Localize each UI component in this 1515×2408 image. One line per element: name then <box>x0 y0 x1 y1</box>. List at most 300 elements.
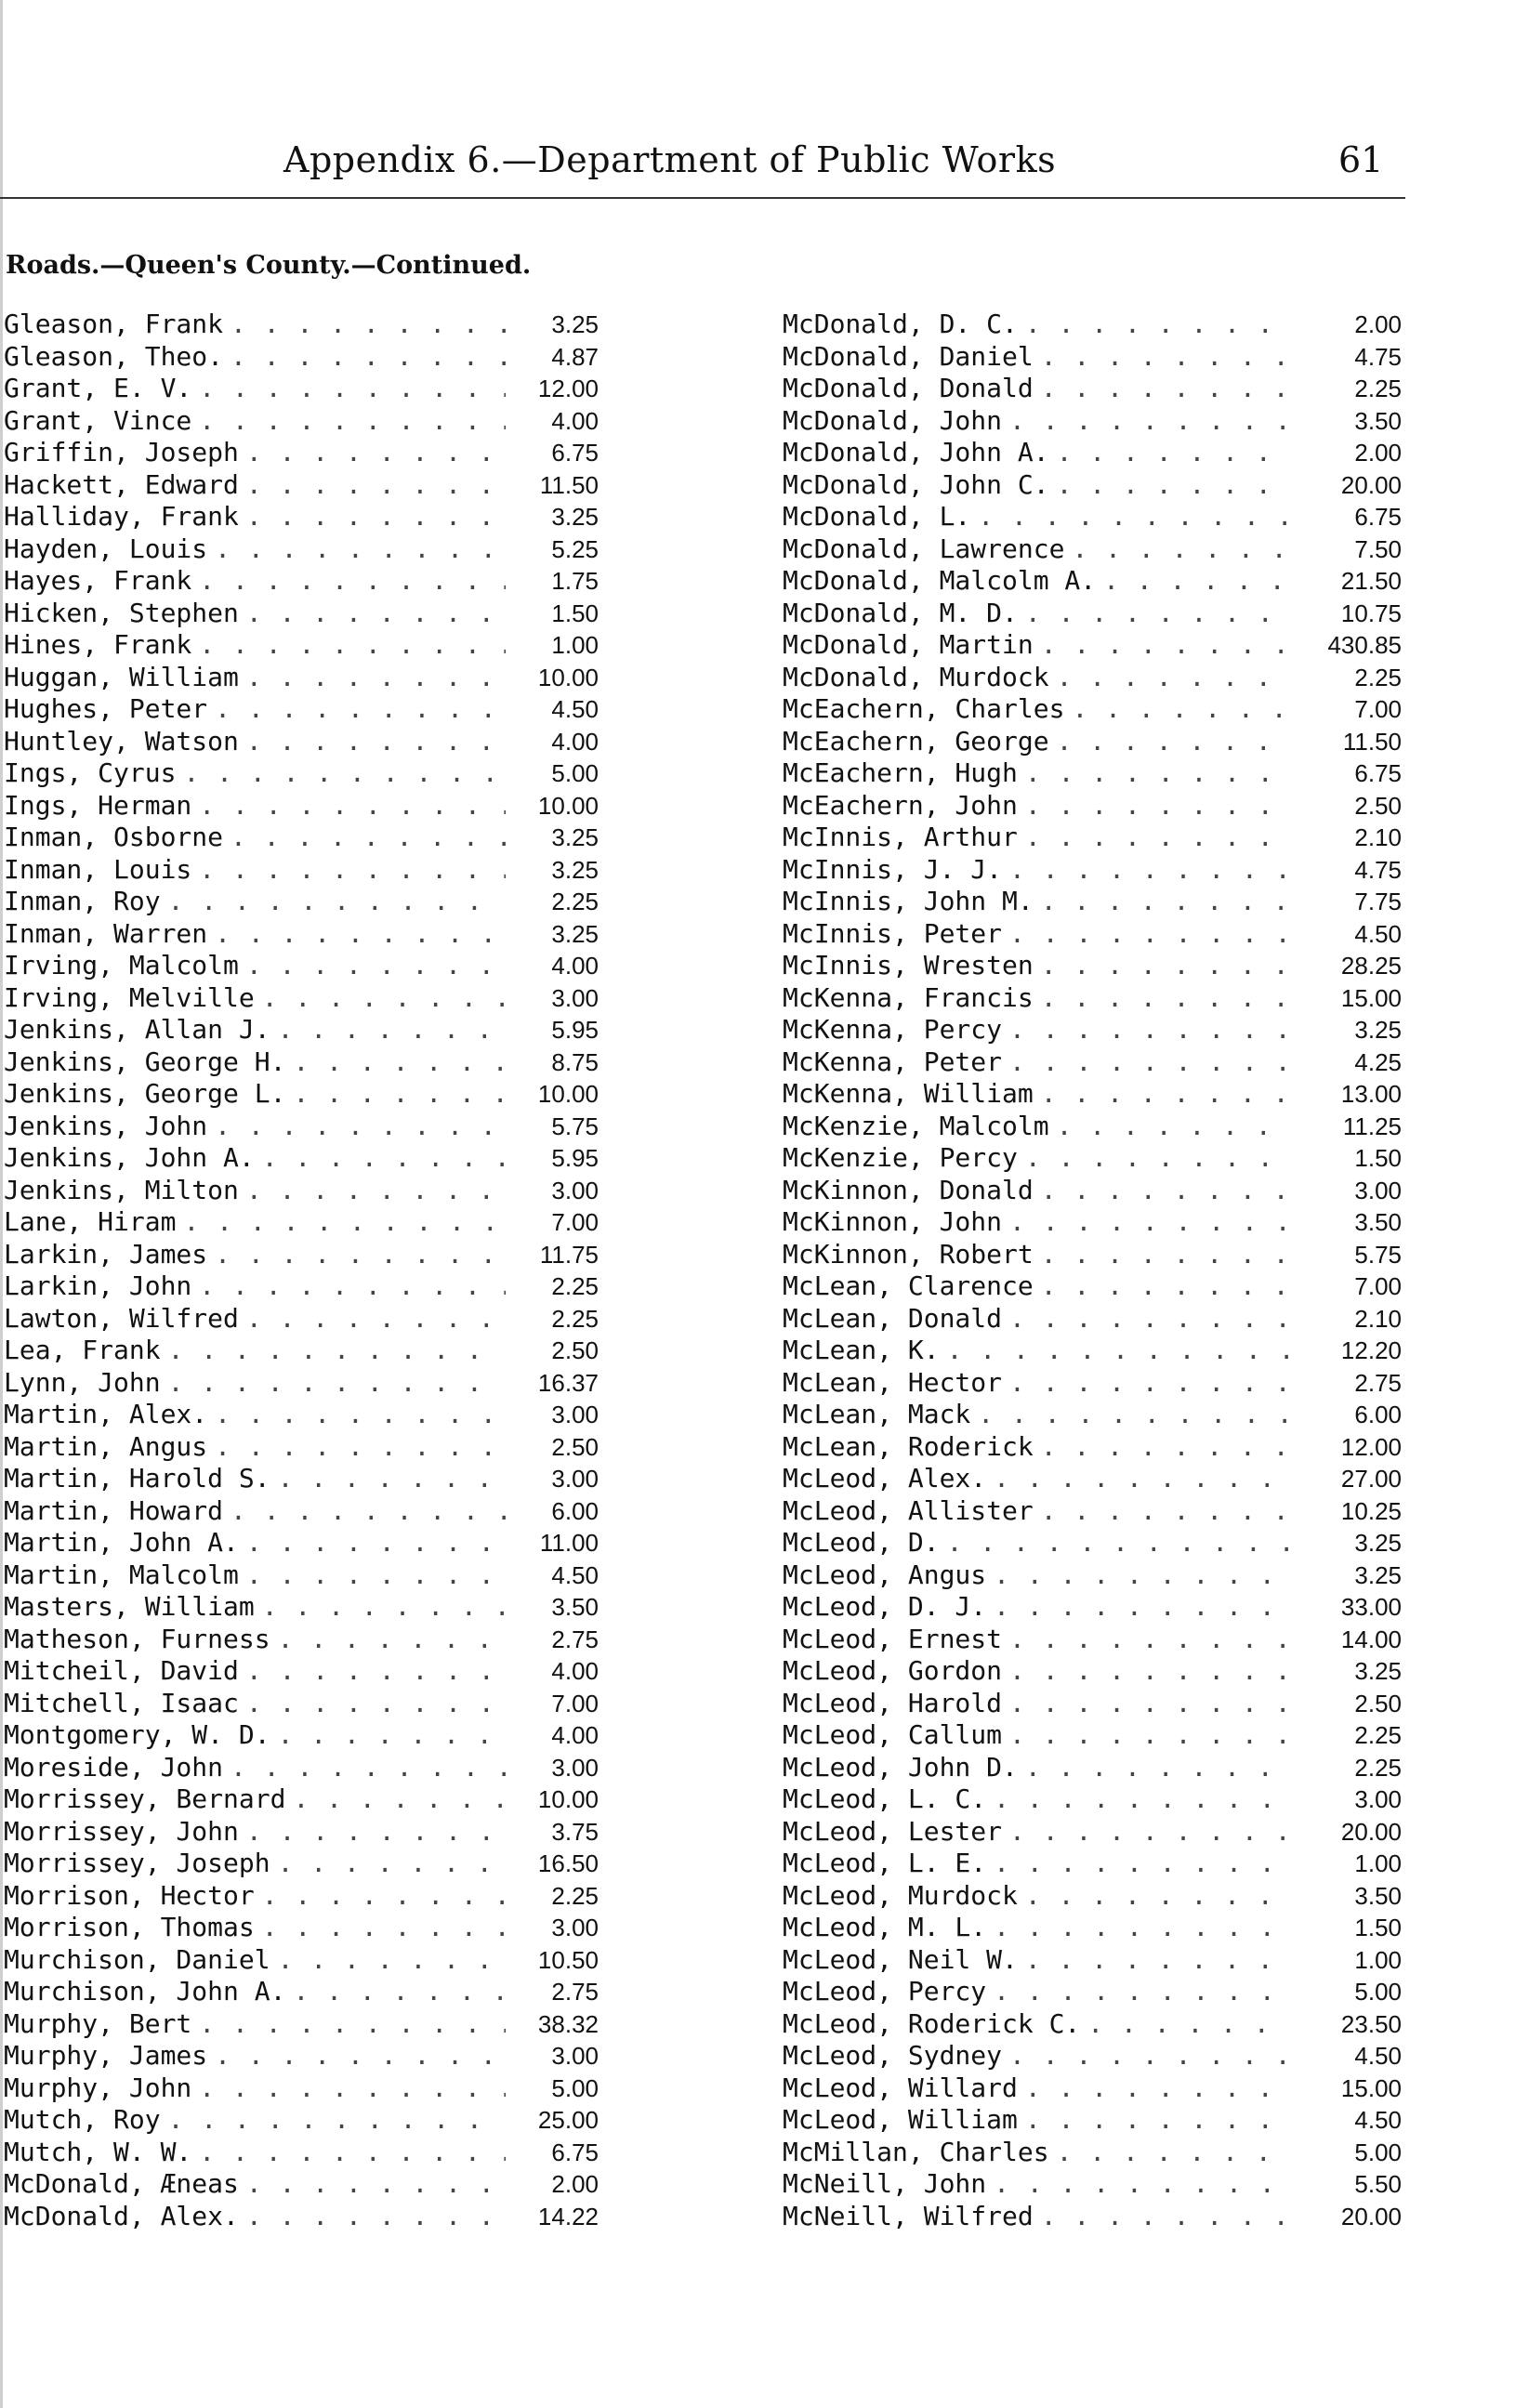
entry-amount: 2.50 <box>1354 1689 1402 1717</box>
dot-leader <box>947 1527 1292 1558</box>
list-item <box>4 757 599 790</box>
entry-amount: 11.50 <box>1342 727 1402 756</box>
list-item <box>783 405 1402 438</box>
entry-name: Moreside, John <box>4 1751 224 1783</box>
entry-amount: 13.00 <box>1340 1080 1402 1108</box>
list-item <box>783 1270 1402 1303</box>
dot-leader <box>231 341 506 372</box>
entry-amount: 6.75 <box>1354 503 1402 531</box>
entry-name: McLeod, William <box>783 2104 1018 2135</box>
entry-name: McLeod, Ernest <box>783 1623 1003 1654</box>
entry-name: Matheson, Furness <box>4 1623 270 1654</box>
entry-amount: 2.25 <box>551 1304 599 1333</box>
entry-name: Lane, Hiram <box>4 1206 177 1237</box>
list-item <box>783 2201 1402 2233</box>
entry-name: McKinnon, Robert <box>783 1238 1034 1270</box>
entry-amount: 4.00 <box>551 406 599 435</box>
list-item <box>4 2008 599 2041</box>
list-item <box>783 1303 1402 1336</box>
entry-name: McInnis, J. J. <box>783 853 1003 885</box>
entry-amount: 3.25 <box>551 310 599 338</box>
entry-name: McInnis, Peter <box>783 917 1003 949</box>
dot-leader <box>246 437 506 467</box>
entry-amount: 14.00 <box>1340 1625 1402 1653</box>
entry-amount: 8.75 <box>551 1047 599 1076</box>
dot-leader <box>994 1463 1292 1493</box>
dot-leader <box>246 2201 506 2231</box>
entry-amount: 5.00 <box>551 2073 599 2102</box>
list-item <box>783 1014 1402 1046</box>
dot-leader <box>1041 886 1292 916</box>
entry-amount: 11.00 <box>539 1529 599 1557</box>
list-item <box>4 1559 599 1592</box>
dot-leader <box>1025 2072 1292 2103</box>
dot-leader <box>1041 982 1292 1013</box>
dot-leader <box>199 1270 506 1301</box>
entry-name: Martin, Angus <box>4 1430 208 1462</box>
entry-name: Jenkins, Allan J. <box>4 1014 270 1045</box>
entry-amount: 6.75 <box>551 2138 599 2166</box>
entry-name: McKenzie, Percy <box>783 1142 1018 1173</box>
entry-name: McDonald, M. D. <box>783 597 1018 628</box>
entry-name: McLeod, Alex. <box>783 1463 987 1493</box>
entry-amount: 2.25 <box>551 1881 599 1910</box>
entry-name: McEachern, George <box>783 725 1049 757</box>
entry-name: McLeod, Callum <box>783 1719 1003 1750</box>
entry-amount: 15.00 <box>1340 2073 1402 2102</box>
dot-leader <box>278 1624 506 1654</box>
dot-leader <box>246 1559 506 1590</box>
page-number: 61 <box>1338 139 1384 180</box>
entry-amount: 3.00 <box>551 1401 599 1428</box>
dot-leader <box>1009 2040 1292 2071</box>
dot-leader <box>1057 2137 1292 2167</box>
entry-amount: 4.50 <box>1354 2042 1402 2070</box>
dot-leader <box>246 1303 506 1334</box>
entry-amount: 6.00 <box>1354 1401 1402 1428</box>
dot-leader <box>978 1399 1292 1429</box>
entry-name: McLeod, Lester <box>783 1815 1003 1847</box>
entry-amount: 21.50 <box>1340 567 1402 595</box>
dot-leader <box>246 950 506 980</box>
entry-amount: 5.95 <box>551 1016 599 1044</box>
list-item <box>4 533 599 566</box>
dot-leader <box>994 1848 1292 1878</box>
dot-leader <box>293 1046 506 1077</box>
list-item <box>4 918 599 951</box>
dot-leader <box>1041 950 1292 980</box>
dot-leader <box>199 854 506 885</box>
list-item <box>4 1111 599 1143</box>
entry-name: Morrison, Thomas <box>4 1912 255 1942</box>
dot-leader <box>1041 1078 1292 1109</box>
entry-amount: 5.95 <box>551 1144 599 1172</box>
dot-leader <box>978 501 1292 532</box>
entry-amount: 7.75 <box>1354 888 1402 915</box>
entry-name: McKenna, Percy <box>783 1014 1003 1045</box>
entry-name: McLeod, Murdock <box>783 1879 1018 1911</box>
entry-amount: 4.00 <box>551 1657 599 1685</box>
section-title: Roads.—Queen's County.—Continued. <box>6 251 532 280</box>
entry-name: McLeod, Angus <box>783 1559 987 1590</box>
dot-leader <box>1072 533 1292 564</box>
entry-amount: 4.50 <box>1354 2106 1402 2134</box>
dot-leader <box>1025 2104 1292 2135</box>
list-item <box>783 1111 1402 1143</box>
list-item <box>4 1046 599 1079</box>
list-item <box>783 1527 1402 1559</box>
entry-name: Gleason, Theo. <box>4 340 224 372</box>
entry-name: McEachern, John <box>783 789 1018 821</box>
entry-amount: 3.00 <box>551 1176 599 1204</box>
list-item <box>783 982 1402 1015</box>
entry-amount: 11.75 <box>539 1240 599 1269</box>
entry-name: McDonald, Malcolm A. <box>783 565 1097 596</box>
list-item <box>4 790 599 822</box>
dot-leader <box>1025 1142 1292 1173</box>
entry-name: McLeod, D. J. <box>783 1591 987 1622</box>
dot-leader <box>246 1175 506 1205</box>
entry-amount: 3.50 <box>551 1593 599 1621</box>
entry-amount: 4.00 <box>551 952 599 980</box>
list-item <box>783 2072 1402 2105</box>
list-item <box>4 2104 599 2137</box>
entry-amount: 3.25 <box>1354 1560 1402 1589</box>
entry-name: McLeod, Allister <box>783 1494 1034 1526</box>
dot-leader <box>246 1527 506 1558</box>
dot-leader <box>262 1880 506 1911</box>
list-item <box>4 822 599 854</box>
entry-amount: 4.87 <box>551 342 599 371</box>
list-item <box>783 1688 1402 1720</box>
list-item <box>4 1527 599 1559</box>
entry-name: McLeod, D. <box>783 1527 940 1558</box>
dot-leader <box>278 1463 506 1493</box>
entry-name: McNeill, Wilfred <box>783 2200 1034 2231</box>
list-item <box>783 662 1402 694</box>
entry-amount: 6.00 <box>551 1496 599 1525</box>
entry-amount: 11.25 <box>1342 1112 1402 1140</box>
entry-amount: 3.00 <box>551 983 599 1012</box>
entry-name: Murchison, Daniel <box>4 1943 270 1975</box>
entry-name: Mitchell, Isaac <box>4 1687 239 1718</box>
list-item <box>4 1078 599 1111</box>
list-item <box>4 598 599 630</box>
list-item <box>783 1816 1402 1849</box>
entry-amount: 4.50 <box>551 695 599 723</box>
entry-amount: 5.50 <box>1354 2170 1402 2198</box>
dot-leader <box>231 1752 506 1783</box>
entry-amount: 4.00 <box>551 727 599 756</box>
dot-leader <box>1025 309 1292 339</box>
entry-amount: 1.75 <box>551 567 599 595</box>
list-item <box>783 854 1402 887</box>
entry-amount: 3.00 <box>551 1914 599 1941</box>
entry-name: McDonald, Alex. <box>4 2200 239 2231</box>
dot-leader <box>183 757 506 788</box>
dot-leader <box>293 1976 506 2007</box>
entry-amount: 1.50 <box>1354 1914 1402 1941</box>
entry-amount: 3.25 <box>551 823 599 851</box>
page-title: Appendix 6.—Department of Public Works <box>283 139 1057 180</box>
entry-name: McDonald, Murdock <box>783 661 1049 692</box>
entry-name: McDonald, Æneas <box>4 2168 239 2199</box>
list-item <box>4 1783 599 1816</box>
entry-amount: 1.50 <box>551 599 599 627</box>
list-item <box>783 1655 1402 1688</box>
dot-leader <box>1057 662 1292 692</box>
list-item <box>4 629 599 662</box>
dot-leader <box>199 2137 506 2167</box>
list-item <box>783 2104 1402 2137</box>
list-item <box>4 373 599 405</box>
list-item <box>4 565 599 598</box>
dot-leader <box>1009 1816 1292 1847</box>
list-item <box>783 1367 1402 1400</box>
entry-name: Jenkins, Milton <box>4 1174 239 1205</box>
dot-leader <box>215 2040 506 2071</box>
list-item <box>783 1880 1402 1913</box>
entry-name: Morrison, Hector <box>4 1879 255 1911</box>
entry-amount: 2.50 <box>551 1432 599 1461</box>
entry-name: Jenkins, John <box>4 1110 208 1141</box>
dot-leader <box>1025 1752 1292 1783</box>
entry-name: McDonald, John <box>783 404 1003 436</box>
entry-amount: 7.00 <box>551 1208 599 1236</box>
dot-leader <box>215 1239 506 1270</box>
list-item <box>783 918 1402 951</box>
entry-amount: 4.75 <box>1354 342 1402 371</box>
entry-amount: 16.37 <box>537 1368 599 1397</box>
entry-name: Hughes, Peter <box>4 693 208 724</box>
dot-leader <box>1009 405 1292 436</box>
entry-amount: 2.25 <box>1354 663 1402 691</box>
entry-amount: 12.00 <box>1340 1432 1402 1461</box>
entry-amount: 3.00 <box>551 1753 599 1782</box>
list-item <box>783 950 1402 982</box>
entry-amount: 3.25 <box>551 503 599 531</box>
dot-leader <box>278 1014 506 1045</box>
list-item <box>4 2201 599 2233</box>
list-item <box>4 1816 599 1849</box>
dot-leader <box>246 726 506 757</box>
dot-leader <box>262 1912 506 1942</box>
list-item <box>783 2008 1402 2041</box>
entry-amount: 14.22 <box>537 2202 599 2230</box>
dot-leader <box>231 822 506 852</box>
entry-amount: 10.25 <box>1340 1496 1402 1525</box>
list-item <box>783 2040 1402 2072</box>
entry-name: McLean, Roderick <box>783 1430 1034 1462</box>
entry-name: Inman, Louis <box>4 853 192 885</box>
dot-leader <box>262 982 506 1013</box>
entry-amount: 3.25 <box>1354 1016 1402 1044</box>
entry-name: Murphy, John <box>4 2072 192 2103</box>
entry-amount: 10.00 <box>537 791 599 820</box>
list-item <box>4 437 599 469</box>
dot-leader <box>1041 1431 1292 1462</box>
dot-leader <box>278 1944 506 1975</box>
list-item <box>783 1719 1402 1752</box>
dot-leader <box>1025 822 1292 852</box>
entry-amount: 3.50 <box>1354 1881 1402 1910</box>
list-item <box>4 726 599 758</box>
entry-name: McMillan, Charles <box>783 2136 1049 2167</box>
entry-name: Montgomery, W. D. <box>4 1719 270 1750</box>
dot-leader <box>215 533 506 564</box>
dot-leader <box>1057 469 1292 500</box>
entry-name: McDonald, Daniel <box>783 340 1034 372</box>
list-item <box>783 1463 1402 1495</box>
list-item <box>4 950 599 982</box>
dot-leader <box>293 1078 506 1109</box>
list-item <box>783 598 1402 630</box>
dot-leader <box>1041 341 1292 372</box>
entry-name: McKinnon, Donald <box>783 1174 1034 1205</box>
list-item <box>4 854 599 887</box>
entry-name: Grant, E. V. <box>4 373 192 403</box>
list-item <box>4 1848 599 1880</box>
entry-name: Martin, John A. <box>4 1527 239 1558</box>
entry-amount: 23.50 <box>1340 2009 1402 2038</box>
entry-amount: 4.25 <box>1354 1047 1402 1076</box>
entry-amount: 10.00 <box>537 1080 599 1108</box>
entry-amount: 3.25 <box>551 855 599 884</box>
list-item <box>783 565 1402 598</box>
entry-amount: 3.25 <box>551 919 599 948</box>
dot-leader <box>1009 854 1292 885</box>
list-item <box>783 533 1402 566</box>
entry-amount: 2.75 <box>1354 1368 1402 1397</box>
list-item <box>783 693 1402 726</box>
entry-amount: 2.00 <box>1354 310 1402 338</box>
list-item <box>783 1783 1402 1816</box>
list-item <box>4 982 599 1015</box>
list-item <box>4 341 599 374</box>
header-rule <box>0 197 1405 199</box>
entry-amount: 2.50 <box>551 1336 599 1364</box>
dot-leader <box>947 1335 1292 1365</box>
entry-amount: 7.00 <box>1354 695 1402 723</box>
entry-amount: 2.10 <box>1354 823 1402 851</box>
list-item <box>4 1463 599 1495</box>
dot-leader <box>994 1783 1292 1814</box>
entry-amount: 430.85 <box>1327 631 1402 659</box>
entry-name: Hackett, Edward <box>4 468 239 500</box>
entry-amount: 11.50 <box>539 470 599 499</box>
dot-leader <box>293 1783 506 1814</box>
entry-name: Hayes, Frank <box>4 565 192 596</box>
dot-leader <box>262 1142 506 1173</box>
entry-name: Larkin, John <box>4 1270 192 1301</box>
list-item <box>4 1175 599 1207</box>
dot-leader <box>1041 2201 1292 2231</box>
list-item <box>783 469 1402 502</box>
list-item <box>4 2137 599 2169</box>
list-item <box>4 1014 599 1046</box>
dot-leader <box>994 1591 1292 1622</box>
dot-leader <box>215 918 506 949</box>
entry-amount: 10.00 <box>537 663 599 691</box>
entry-name: Irving, Malcolm <box>4 950 239 980</box>
list-item <box>783 1912 1402 1944</box>
entry-amount: 4.50 <box>1354 919 1402 948</box>
entry-amount: 7.50 <box>1354 534 1402 563</box>
dot-leader <box>168 2104 506 2135</box>
entry-name: Huntley, Watson <box>4 725 239 757</box>
entry-name: McLeod, Percy <box>783 1976 987 2007</box>
entry-amount: 27.00 <box>1340 1465 1402 1493</box>
dot-leader <box>1009 1367 1292 1398</box>
dot-leader <box>1041 629 1292 660</box>
list-item <box>4 662 599 694</box>
entry-amount: 5.75 <box>551 1112 599 1140</box>
list-item <box>4 1142 599 1175</box>
dot-leader <box>1041 1239 1292 1270</box>
entry-name: McInnis, John M. <box>783 886 1034 916</box>
dot-leader <box>1009 1719 1292 1750</box>
list-item <box>783 1591 1402 1624</box>
entry-name: Murphy, Bert <box>4 2007 192 2039</box>
list-item <box>783 1495 1402 1528</box>
dot-leader <box>1009 918 1292 949</box>
entry-name: McLeod, John D. <box>783 1751 1018 1783</box>
entry-amount: 28.25 <box>1340 952 1402 980</box>
entry-name: Morrissey, Joseph <box>4 1848 270 1878</box>
entry-name: Halliday, Frank <box>4 501 239 532</box>
entry-amount: 7.00 <box>551 1689 599 1717</box>
entry-amount: 1.00 <box>1354 1945 1402 1974</box>
dot-leader <box>1009 1624 1292 1654</box>
list-item <box>4 309 599 341</box>
entry-name: McEachern, Charles <box>783 693 1065 724</box>
entry-amount: 6.75 <box>551 439 599 467</box>
dot-leader <box>1009 1046 1292 1077</box>
entry-amount: 2.50 <box>1354 791 1402 820</box>
entry-amount: 2.75 <box>551 1625 599 1653</box>
dot-leader <box>278 1848 506 1878</box>
list-item <box>783 757 1402 790</box>
entry-name: McKenna, Francis <box>783 981 1034 1013</box>
list-item <box>783 1175 1402 1207</box>
dot-leader <box>168 1367 506 1398</box>
list-item <box>4 1335 599 1367</box>
dot-leader <box>278 1719 506 1750</box>
dot-leader <box>1025 1880 1292 1911</box>
entry-name: McDonald, L. <box>783 501 971 532</box>
list-item <box>4 1270 599 1303</box>
dot-leader <box>1009 1655 1292 1686</box>
entry-amount: 3.50 <box>1354 1208 1402 1236</box>
list-item <box>783 341 1402 374</box>
entry-name: McDonald, D. C. <box>783 309 1018 339</box>
entry-amount: 2.00 <box>551 2170 599 2198</box>
list-item <box>4 2072 599 2105</box>
entry-amount: 1.50 <box>1354 1144 1402 1172</box>
entry-name: Inman, Warren <box>4 917 208 949</box>
dot-leader <box>994 2168 1292 2199</box>
dot-leader <box>231 1495 506 1526</box>
entry-amount: 3.00 <box>551 2042 599 2070</box>
entry-amount: 5.25 <box>551 534 599 563</box>
dot-leader <box>246 2168 506 2199</box>
entry-name: McEachern, Hugh <box>783 757 1018 788</box>
entry-amount: 4.00 <box>551 1721 599 1749</box>
entry-name: McDonald, Donald <box>783 373 1034 403</box>
entry-name: Ings, Cyrus <box>4 757 177 788</box>
entry-name: Hines, Frank <box>4 629 192 660</box>
entry-name: McKenna, William <box>783 1078 1034 1109</box>
